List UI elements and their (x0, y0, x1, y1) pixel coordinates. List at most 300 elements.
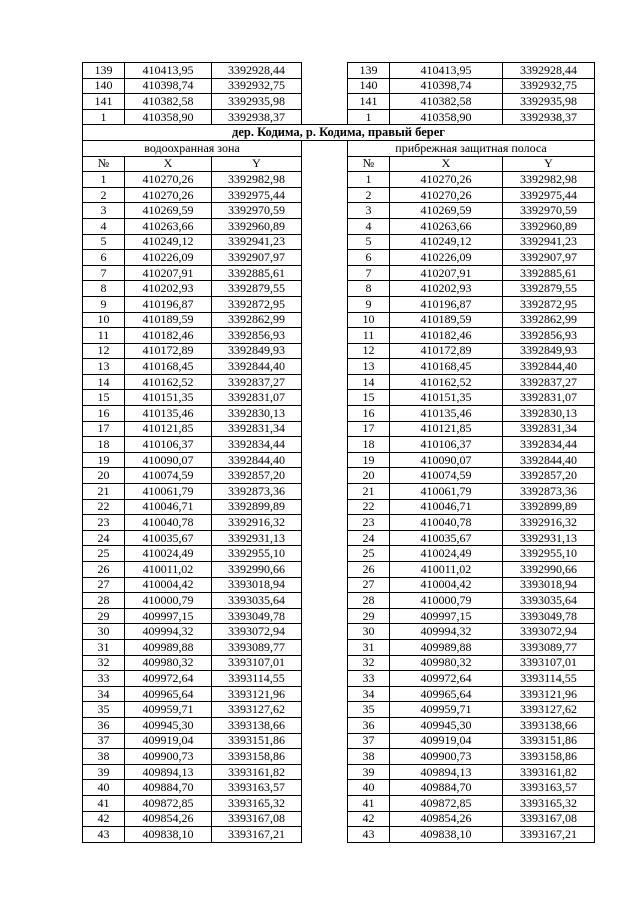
right-point-number: 11 (348, 328, 390, 344)
right-point-number: 23 (348, 515, 390, 531)
right-point-number: 30 (348, 624, 390, 640)
gap-cell (302, 686, 348, 702)
coordinates-table (82, 62, 595, 843)
left-x-coordinate: 409900,73 (125, 749, 212, 765)
left-x-coordinate: 410382,58 (125, 94, 212, 110)
left-point-number: 139 (83, 63, 125, 79)
gap-cell (302, 109, 348, 125)
right-point-number: 14 (348, 374, 390, 390)
table-row (83, 795, 595, 811)
right-x-coordinate: 410249,12 (390, 234, 503, 250)
left-point-number: 11 (83, 328, 125, 344)
right-x-coordinate: 410046,71 (390, 499, 503, 515)
table-row (83, 468, 595, 484)
table-row (83, 343, 595, 359)
left-x-coordinate: 410263,66 (125, 218, 212, 234)
left-y-coordinate: 3392830,13 (212, 406, 302, 422)
table-row (83, 671, 595, 687)
gap-cell (302, 328, 348, 344)
right-x-coordinate: 409872,85 (390, 795, 503, 811)
left-point-number: 32 (83, 655, 125, 671)
gap-cell (302, 218, 348, 234)
left-y-coordinate: 3392941,23 (212, 234, 302, 250)
left-col-y-header: Y (212, 156, 302, 172)
right-point-number: 15 (348, 390, 390, 406)
right-y-coordinate: 3392990,66 (503, 562, 595, 578)
right-x-coordinate: 409994,32 (390, 624, 503, 640)
table-row (83, 639, 595, 655)
gap-cell (302, 484, 348, 500)
right-point-number: 35 (348, 702, 390, 718)
right-y-coordinate: 3393165,32 (503, 795, 595, 811)
right-x-coordinate: 410011,02 (390, 562, 503, 578)
left-x-coordinate: 409838,10 (125, 827, 212, 843)
left-x-coordinate: 410035,67 (125, 530, 212, 546)
right-y-coordinate: 3393138,66 (503, 717, 595, 733)
right-y-coordinate: 3392935,98 (503, 94, 595, 110)
right-x-coordinate: 409980,32 (390, 655, 503, 671)
table-row (83, 452, 595, 468)
left-x-coordinate: 410011,02 (125, 562, 212, 578)
left-x-coordinate: 410172,89 (125, 343, 212, 359)
left-point-number: 1 (83, 109, 125, 125)
left-x-coordinate: 410151,35 (125, 390, 212, 406)
right-x-coordinate: 410263,66 (390, 218, 503, 234)
left-point-number: 20 (83, 468, 125, 484)
right-point-number: 20 (348, 468, 390, 484)
left-x-coordinate: 409980,32 (125, 655, 212, 671)
right-x-coordinate: 410004,42 (390, 577, 503, 593)
left-x-coordinate: 409959,71 (125, 702, 212, 718)
right-point-number: 19 (348, 452, 390, 468)
left-y-coordinate: 3392955,10 (212, 546, 302, 562)
left-point-number: 13 (83, 359, 125, 375)
right-point-number: 39 (348, 764, 390, 780)
right-point-number: 29 (348, 608, 390, 624)
left-y-coordinate: 3392970,59 (212, 203, 302, 219)
left-point-number: 31 (83, 639, 125, 655)
right-x-coordinate: 410202,93 (390, 281, 503, 297)
table-row (83, 250, 595, 266)
right-x-coordinate: 410189,59 (390, 312, 503, 328)
left-y-coordinate: 3393167,08 (212, 811, 302, 827)
left-y-coordinate: 3392960,89 (212, 218, 302, 234)
right-x-coordinate: 410172,89 (390, 343, 503, 359)
right-y-coordinate: 3392885,61 (503, 265, 595, 281)
left-y-coordinate: 3392862,99 (212, 312, 302, 328)
gap-cell (302, 94, 348, 110)
gap-cell (302, 187, 348, 203)
right-x-coordinate: 409972,64 (390, 671, 503, 687)
gap-cell (302, 203, 348, 219)
right-x-coordinate: 410382,58 (390, 94, 503, 110)
left-point-number: 7 (83, 265, 125, 281)
table-row (83, 172, 595, 188)
right-x-coordinate: 410168,45 (390, 359, 503, 375)
left-point-number: 6 (83, 250, 125, 266)
right-y-coordinate: 3393167,08 (503, 811, 595, 827)
left-point-number: 27 (83, 577, 125, 593)
gap-cell (302, 234, 348, 250)
gap-cell (302, 172, 348, 188)
left-y-coordinate: 3393167,21 (212, 827, 302, 843)
right-y-coordinate: 3392837,27 (503, 374, 595, 390)
right-point-number: 24 (348, 530, 390, 546)
right-y-coordinate: 3392932,75 (503, 78, 595, 94)
left-y-coordinate: 3392856,93 (212, 328, 302, 344)
right-y-coordinate: 3392844,40 (503, 452, 595, 468)
right-y-coordinate: 3393107,01 (503, 655, 595, 671)
gap-cell (302, 452, 348, 468)
gap-cell (302, 140, 348, 156)
left-point-number: 40 (83, 780, 125, 796)
right-point-number: 28 (348, 593, 390, 609)
table-row (83, 390, 595, 406)
left-x-coordinate: 409894,13 (125, 764, 212, 780)
left-y-coordinate: 3393163,57 (212, 780, 302, 796)
table-row (83, 530, 595, 546)
right-y-coordinate: 3392879,55 (503, 281, 595, 297)
left-y-coordinate: 3392935,98 (212, 94, 302, 110)
right-y-coordinate: 3393089,77 (503, 639, 595, 655)
gap-cell (302, 577, 348, 593)
left-x-coordinate: 410074,59 (125, 468, 212, 484)
right-point-number: 31 (348, 639, 390, 655)
right-point-number: 40 (348, 780, 390, 796)
left-x-coordinate: 410024,49 (125, 546, 212, 562)
right-point-number: 3 (348, 203, 390, 219)
right-x-coordinate: 410106,37 (390, 437, 503, 453)
left-x-coordinate: 410269,59 (125, 203, 212, 219)
gap-cell (302, 562, 348, 578)
right-y-coordinate: 3393035,64 (503, 593, 595, 609)
table-row (83, 94, 595, 110)
right-y-coordinate: 3392916,32 (503, 515, 595, 531)
right-point-number: 25 (348, 546, 390, 562)
right-y-coordinate: 3393151,86 (503, 733, 595, 749)
gap-cell (302, 702, 348, 718)
right-y-coordinate: 3392856,93 (503, 328, 595, 344)
table-row (83, 546, 595, 562)
right-y-coordinate: 3392941,23 (503, 234, 595, 250)
right-x-coordinate: 410270,26 (390, 187, 503, 203)
left-x-coordinate: 410061,79 (125, 484, 212, 500)
right-y-coordinate: 3393114,55 (503, 671, 595, 687)
right-point-number: 36 (348, 717, 390, 733)
left-y-coordinate: 3392982,98 (212, 172, 302, 188)
gap-cell (302, 515, 348, 531)
left-y-coordinate: 3393107,01 (212, 655, 302, 671)
right-x-coordinate: 409854,26 (390, 811, 503, 827)
right-point-number: 1 (348, 172, 390, 188)
right-point-number: 41 (348, 795, 390, 811)
right-y-coordinate: 3392844,40 (503, 359, 595, 375)
gap-cell (302, 374, 348, 390)
table-row (83, 109, 595, 125)
right-y-coordinate: 3392907,97 (503, 250, 595, 266)
left-y-coordinate: 3392873,36 (212, 484, 302, 500)
table-row (83, 296, 595, 312)
right-y-coordinate: 3392849,93 (503, 343, 595, 359)
right-y-coordinate: 3392931,13 (503, 530, 595, 546)
right-point-number: 27 (348, 577, 390, 593)
left-y-coordinate: 3392837,27 (212, 374, 302, 390)
left-y-coordinate: 3393158,86 (212, 749, 302, 765)
right-x-coordinate: 409900,73 (390, 749, 503, 765)
table-row (83, 328, 595, 344)
gap-cell (302, 655, 348, 671)
table-row (83, 780, 595, 796)
gap-cell (302, 63, 348, 79)
left-x-coordinate: 410090,07 (125, 452, 212, 468)
table-row (83, 749, 595, 765)
left-x-coordinate: 410168,45 (125, 359, 212, 375)
left-x-coordinate: 410358,90 (125, 109, 212, 125)
left-point-number: 14 (83, 374, 125, 390)
left-point-number: 29 (83, 608, 125, 624)
right-point-number: 7 (348, 265, 390, 281)
right-y-coordinate: 3392928,44 (503, 63, 595, 79)
left-x-coordinate: 409884,70 (125, 780, 212, 796)
right-point-number: 16 (348, 406, 390, 422)
left-y-coordinate: 3392938,37 (212, 109, 302, 125)
left-point-number: 34 (83, 686, 125, 702)
gap-cell (302, 749, 348, 765)
left-y-coordinate: 3393049,78 (212, 608, 302, 624)
left-point-number: 39 (83, 764, 125, 780)
right-y-coordinate: 3393167,21 (503, 827, 595, 843)
right-y-coordinate: 3392982,98 (503, 172, 595, 188)
left-y-coordinate: 3392857,20 (212, 468, 302, 484)
right-x-coordinate: 409959,71 (390, 702, 503, 718)
left-y-coordinate: 3393072,94 (212, 624, 302, 640)
left-x-coordinate: 410398,74 (125, 78, 212, 94)
left-point-number: 41 (83, 795, 125, 811)
left-y-coordinate: 3392899,89 (212, 499, 302, 515)
left-x-coordinate: 410226,09 (125, 250, 212, 266)
table-row (83, 312, 595, 328)
gap-cell (302, 639, 348, 655)
left-x-coordinate: 409945,30 (125, 717, 212, 733)
right-y-coordinate: 3392970,59 (503, 203, 595, 219)
right-x-coordinate: 410151,35 (390, 390, 503, 406)
right-y-coordinate: 3392938,37 (503, 109, 595, 125)
left-point-number: 36 (83, 717, 125, 733)
left-x-coordinate: 410249,12 (125, 234, 212, 250)
right-x-coordinate: 410398,74 (390, 78, 503, 94)
table-row (83, 281, 595, 297)
left-point-number: 28 (83, 593, 125, 609)
left-x-coordinate: 409972,64 (125, 671, 212, 687)
right-point-number: 2 (348, 187, 390, 203)
left-point-number: 3 (83, 203, 125, 219)
table-row (83, 702, 595, 718)
left-y-coordinate: 3393089,77 (212, 639, 302, 655)
left-y-coordinate: 3392831,34 (212, 421, 302, 437)
right-point-number: 5 (348, 234, 390, 250)
table-row (83, 608, 595, 624)
right-point-number: 26 (348, 562, 390, 578)
right-col-y-header: Y (503, 156, 595, 172)
table-row (83, 733, 595, 749)
right-point-number: 37 (348, 733, 390, 749)
left-y-coordinate: 3392849,93 (212, 343, 302, 359)
gap-cell (302, 608, 348, 624)
right-y-coordinate: 3393018,94 (503, 577, 595, 593)
right-point-number: 42 (348, 811, 390, 827)
right-point-number: 38 (348, 749, 390, 765)
left-point-number: 33 (83, 671, 125, 687)
right-point-number: 21 (348, 484, 390, 500)
left-point-number: 16 (83, 406, 125, 422)
right-x-coordinate: 410074,59 (390, 468, 503, 484)
left-x-coordinate: 409854,26 (125, 811, 212, 827)
left-point-number: 9 (83, 296, 125, 312)
right-x-coordinate: 410000,79 (390, 593, 503, 609)
gap-cell (302, 312, 348, 328)
gap-cell (302, 717, 348, 733)
right-point-number: 18 (348, 437, 390, 453)
left-point-number: 43 (83, 827, 125, 843)
left-y-coordinate: 3392844,40 (212, 452, 302, 468)
table-row (83, 484, 595, 500)
left-point-number: 35 (83, 702, 125, 718)
left-y-coordinate: 3392916,32 (212, 515, 302, 531)
left-x-coordinate: 410270,26 (125, 187, 212, 203)
gap-cell (302, 296, 348, 312)
right-y-coordinate: 3393121,96 (503, 686, 595, 702)
table-row (83, 686, 595, 702)
left-y-coordinate: 3392932,75 (212, 78, 302, 94)
left-y-coordinate: 3392931,13 (212, 530, 302, 546)
left-col-x-header: X (125, 156, 212, 172)
gap-cell (302, 343, 348, 359)
gap-cell (302, 733, 348, 749)
right-x-coordinate: 410061,79 (390, 484, 503, 500)
gap-cell (302, 156, 348, 172)
table-row (83, 187, 595, 203)
left-y-coordinate: 3393121,96 (212, 686, 302, 702)
left-y-coordinate: 3393161,82 (212, 764, 302, 780)
left-y-coordinate: 3393018,94 (212, 577, 302, 593)
right-x-coordinate: 410269,59 (390, 203, 503, 219)
gap-cell (302, 499, 348, 515)
right-x-coordinate: 410182,46 (390, 328, 503, 344)
left-x-coordinate: 410182,46 (125, 328, 212, 344)
right-point-number: 8 (348, 281, 390, 297)
table-row (83, 234, 595, 250)
left-x-coordinate: 410189,59 (125, 312, 212, 328)
right-y-coordinate: 3392857,20 (503, 468, 595, 484)
right-x-coordinate: 409919,04 (390, 733, 503, 749)
right-y-coordinate: 3393161,82 (503, 764, 595, 780)
right-x-coordinate: 409945,30 (390, 717, 503, 733)
left-x-coordinate: 409965,64 (125, 686, 212, 702)
left-x-coordinate: 410162,52 (125, 374, 212, 390)
gap-cell (302, 624, 348, 640)
left-point-number: 2 (83, 187, 125, 203)
right-point-number: 10 (348, 312, 390, 328)
left-x-coordinate: 410207,91 (125, 265, 212, 281)
right-point-number: 32 (348, 655, 390, 671)
gap-cell (302, 530, 348, 546)
gap-cell (302, 421, 348, 437)
right-x-coordinate: 410035,67 (390, 530, 503, 546)
right-point-number: 140 (348, 78, 390, 94)
left-point-number: 37 (83, 733, 125, 749)
section-header (83, 125, 595, 172)
right-point-number: 6 (348, 250, 390, 266)
left-y-coordinate: 3392879,55 (212, 281, 302, 297)
right-point-number: 17 (348, 421, 390, 437)
right-col-number-header: № (348, 156, 390, 172)
left-point-number: 19 (83, 452, 125, 468)
left-point-number: 5 (83, 234, 125, 250)
left-y-coordinate: 3392831,07 (212, 390, 302, 406)
right-x-coordinate: 409894,13 (390, 764, 503, 780)
table-row (83, 764, 595, 780)
gap-cell (302, 795, 348, 811)
right-x-coordinate: 410207,91 (390, 265, 503, 281)
gap-cell (302, 390, 348, 406)
gap-cell (302, 593, 348, 609)
right-x-coordinate: 410024,49 (390, 546, 503, 562)
gap-cell (302, 78, 348, 94)
left-y-coordinate: 3392975,44 (212, 187, 302, 203)
table-row (83, 78, 595, 94)
right-y-coordinate: 3393127,62 (503, 702, 595, 718)
table-row (83, 624, 595, 640)
right-point-number: 139 (348, 63, 390, 79)
left-x-coordinate: 410004,42 (125, 577, 212, 593)
gap-cell (302, 406, 348, 422)
table-row (83, 717, 595, 733)
right-x-coordinate: 410090,07 (390, 452, 503, 468)
left-point-number: 42 (83, 811, 125, 827)
left-point-number: 12 (83, 343, 125, 359)
right-y-coordinate: 3393163,57 (503, 780, 595, 796)
table-row (83, 827, 595, 843)
left-point-number: 25 (83, 546, 125, 562)
right-x-coordinate: 410135,46 (390, 406, 503, 422)
gap-cell (302, 468, 348, 484)
left-point-number: 18 (83, 437, 125, 453)
right-point-number: 12 (348, 343, 390, 359)
left-x-coordinate: 410196,87 (125, 296, 212, 312)
table-row (83, 437, 595, 453)
table-row (83, 203, 595, 219)
left-x-coordinate: 409994,32 (125, 624, 212, 640)
left-point-number: 4 (83, 218, 125, 234)
right-x-coordinate: 410226,09 (390, 250, 503, 266)
left-y-coordinate: 3392872,95 (212, 296, 302, 312)
right-y-coordinate: 3392831,07 (503, 390, 595, 406)
table-row (83, 374, 595, 390)
gap-cell (302, 265, 348, 281)
gap-cell (302, 546, 348, 562)
right-x-coordinate: 410413,95 (390, 63, 503, 79)
right-x-coordinate: 409884,70 (390, 780, 503, 796)
right-x-coordinate: 410270,26 (390, 172, 503, 188)
right-y-coordinate: 3392975,44 (503, 187, 595, 203)
right-x-coordinate: 409989,88 (390, 639, 503, 655)
right-y-coordinate: 3392831,34 (503, 421, 595, 437)
gap-cell (302, 359, 348, 375)
right-x-coordinate: 410040,78 (390, 515, 503, 531)
table-row (83, 811, 595, 827)
left-zone-title: водоохранная зона (83, 140, 302, 156)
right-y-coordinate: 3392830,13 (503, 406, 595, 422)
